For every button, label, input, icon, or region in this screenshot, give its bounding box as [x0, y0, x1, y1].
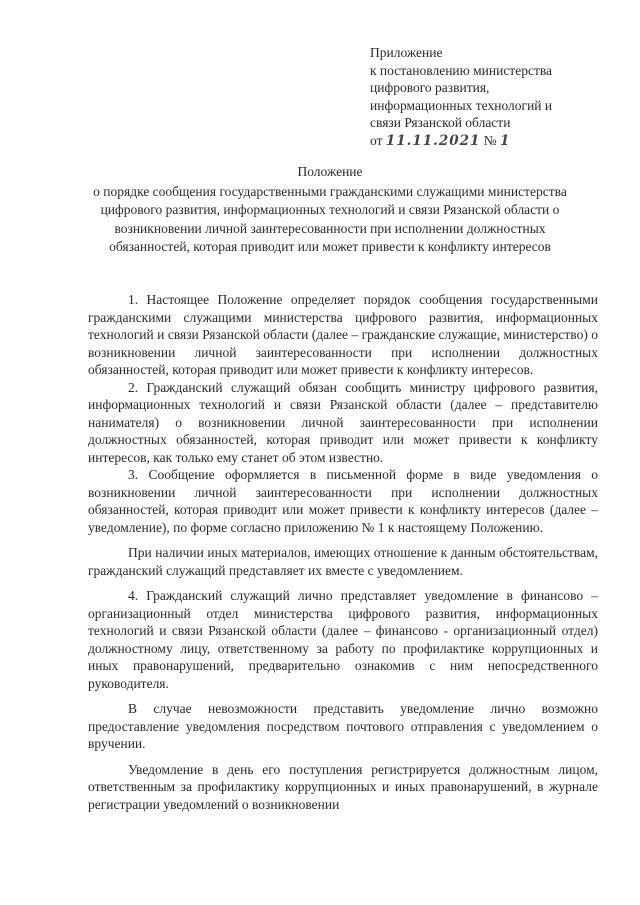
paragraph-1: 1. Настоящее Положение определяет порядок сообщения государственными гражданскими служащими министерства цифрового развития, информационных технологий и связи Рязанской области (далее – гражданские служащие, министерство) о возникновении личной заинтересованности при исполнении должностных обязанностей, которая приводит или может привести к конфликту интересов.	[88, 292, 598, 377]
appendix-line: к постановлению министерства	[370, 62, 553, 78]
paragraph-4-registration: Уведомление в день его поступления регистрируется должностным лицом, ответственным за профилактику коррупционных и иных правонарушений, в журнале регистрации уведомлений о возникновении	[88, 761, 598, 812]
appendix-line: цифрового развития,	[370, 80, 490, 95]
paragraph-4: 4. Гражданский служащий лично представляет уведомление в финансово – организационный отдел министерства цифрового развития, информационных технологий и связи Рязанской области (далее – финансово - организационный отдел) должностному лицу, ответственному за работу по профилактике коррупционных и иных правонарушений, предварительно ознакомив с ним непосредственного руководителя.	[88, 588, 598, 691]
paragraph-4-mail: В случае невозможности представить уведомление лично возможно предоставление уведомления посредством почтового отправления с уведомлением о вручении.	[88, 701, 598, 751]
number-label: №	[483, 132, 497, 148]
appendix-line: Приложение	[370, 45, 443, 60]
handwritten-number: 1	[500, 132, 511, 149]
paragraph-3: 3. Сообщение оформляется в письменной форме в виде уведомления о возникновении личной заинтересованности при исполнении должностных обязанностей, которая приводит или может привести к конфликту интересов (далее – уведомление), по форме согласно приложению № 1 к настоящему Положению.	[88, 467, 598, 535]
paragraph-2: 2. Гражданский служащий обязан сообщить министру цифрового развития, информационных технологий и связи Рязанской области (далее – представителю нанимателя) о возникновении личной заинтересованности при исполнении должностных обязанностей, которая приводит или может привести к конфликту интересов, как только ему станет об этом известно.	[88, 379, 598, 465]
handwritten-date: 11.11.2021	[385, 132, 481, 149]
appendix-line: связи Рязанской области	[370, 115, 511, 130]
from-label: от	[370, 132, 383, 148]
document-body	[88, 291, 598, 813]
title-text: о порядке сообщения государственными гражданскими служащими министерства цифрового развития, информационных технологий и связи Рязанской области о возникновении личной заинтересованности при исполнении должностных обязанностей, которая приводит или может привести к конфликту интересов	[93, 183, 567, 254]
appendix-line: информационных технологий и	[370, 97, 553, 113]
appendix-block	[370, 44, 610, 150]
paragraph-3-note: При наличии иных материалов, имеющих отношение к данным обстоятельствам, гражданский служащий представляет их вместе с уведомлением.	[88, 545, 598, 578]
document-title	[80, 163, 580, 257]
appendix-date-line	[370, 132, 610, 151]
title-heading: Положение	[297, 164, 363, 179]
